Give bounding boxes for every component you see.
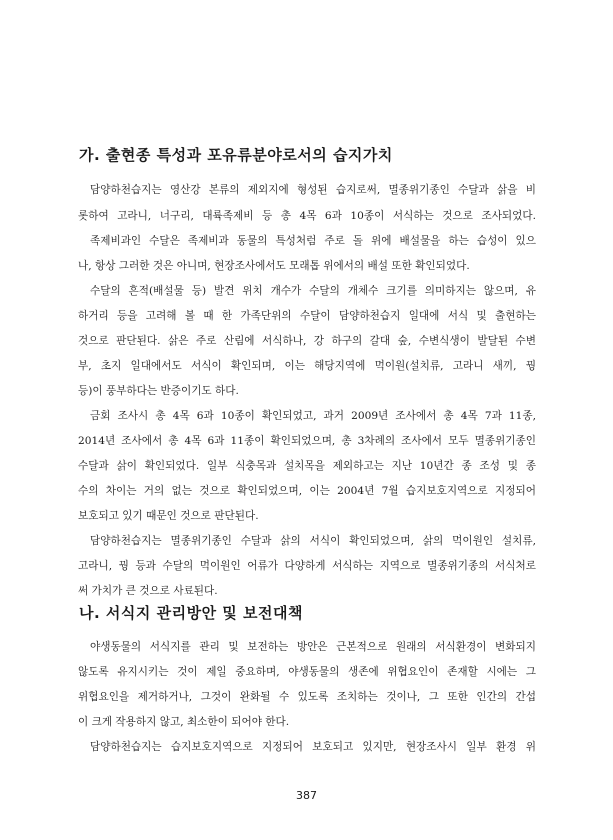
section-heading-na: 나. 서식지 관리방안 및 보전대책 <box>79 604 303 622</box>
paragraph-line: 부, 초지 일대에서도 서식이 확인되며, 이는 해당지역에 먹이원(설치류, 고라니 새끼, 꿩 <box>78 360 536 372</box>
paragraph-line: 이 크게 작용하지 않고, 최소한이 되어야 한다. <box>78 716 290 728</box>
paragraph-line: 족제비과인 수달은 족제비과 동물의 특성처럼 주로 돌 위에 배설물을 하는 습성이 있으 <box>90 235 536 247</box>
paragraph-line: 보호되고 있기 때문인 것으로 판단된다. <box>78 510 259 522</box>
paragraph-line: 금회 조사시 총 4목 6과 10종이 확인되었고, 과거 2009년 조사에서 총 4목 7과 11종, <box>90 410 536 422</box>
paragraph-line: 써 가치가 큰 것으로 사료된다. <box>78 585 218 597</box>
paragraph-line: 담양하천습지는 멸종위기종인 수달과 삵의 서식이 확인되었으며, 삵의 먹이원인 설치류, <box>90 535 536 547</box>
paragraph-line: 고라니, 꿩 등과 수달의 먹이원인 어류가 다양하게 서식하는 지역으로 멸종위기종의 서식처로 <box>78 560 536 572</box>
paragraph-line: 수의 차이는 거의 없는 것으로 확인되었으며, 이는 2004년 7월 습지보호지역으로 지정되어 <box>78 485 536 497</box>
paragraph-line: 수달의 흔적(배설물 등) 발견 위치 개수가 수달의 개체수 크기를 의미하지는 않으며, 유 <box>90 285 536 297</box>
paragraph-line: 수달과 삵이 확인되었다. 일부 식충목과 설치목을 제외하고는 지난 10년간 종 조성 및 종 <box>78 460 536 472</box>
paragraph-line: 하거리 등을 고려해 볼 때 한 가족단위의 수달이 담양하천습지 일대에 서식 및 출현하는 <box>78 310 536 322</box>
paragraph-line: 나, 항상 그러한 것은 아니며, 현장조사에서도 모래톱 위에서의 배설 또한 확인되었다. <box>78 260 470 272</box>
paragraph-line: 2014년 조사에서 총 4목 6과 11종이 확인되었으며, 총 3차례의 조사에서 모두 멸종위기종인 <box>78 435 536 447</box>
section-heading-ga: 가. 출현종 특성과 포유류분야로서의 습지가치 <box>79 146 393 164</box>
paragraph-line: 담양하천습지는 영산강 본류의 제외지에 형성된 습지로써, 멸종위기종인 수달과 삵을 비 <box>90 184 536 196</box>
page-number: 387 <box>296 789 317 802</box>
paragraph-line: 않도록 유지시키는 것이 제일 중요하며, 야생동물의 생존에 위협요인이 존재할 시에는 그 <box>78 666 536 678</box>
paragraph-line: 야생동물의 서식지를 관리 및 보전하는 방안은 근본적으로 원래의 서식환경이 변화되지 <box>90 641 536 653</box>
paragraph-line: 것으로 판단된다. 삵은 주로 산림에 서식하나, 강 하구의 갈대 숲, 수변식생이 발달된 수변 <box>78 335 536 347</box>
paragraph-line: 롯하여 고라니, 너구리, 대륙족제비 등 총 4목 6과 10종이 서식하는 것으로 조사되었다. <box>78 210 536 222</box>
paragraph-line: 담양하천습지는 습지보호지역으로 지정되어 보호되고 있지만, 현장조사시 일부 환경 위 <box>90 741 536 753</box>
paragraph-line: 위협요인을 제거하거나, 그것이 완화될 수 있도록 조치하는 것이나, 그 또한 인간의 간섭 <box>78 691 536 703</box>
paragraph-line: 등)이 풍부하다는 반증이기도 하다. <box>78 385 239 397</box>
